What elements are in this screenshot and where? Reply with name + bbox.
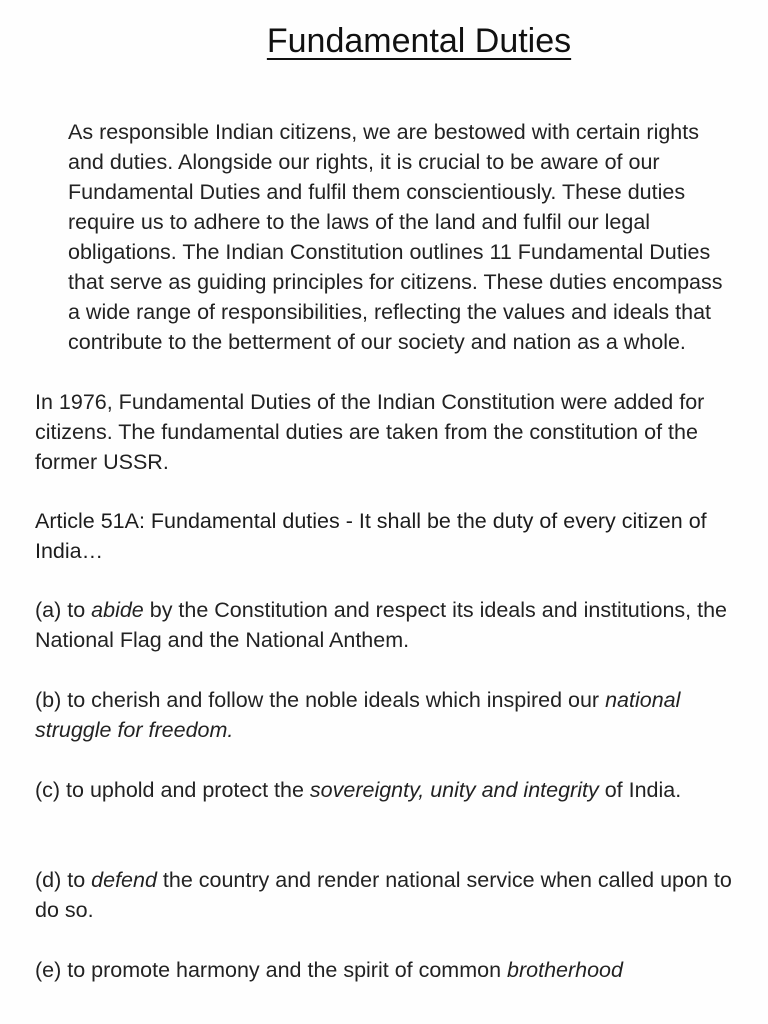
duty-a-post: by the Constitution and respect its ideals and institutions, the National Flag and the National Anthem.	[35, 598, 727, 652]
duty-e	[35, 955, 745, 985]
duty-d-emphasis: defend	[91, 868, 157, 892]
duty-c-post: of India.	[598, 778, 682, 802]
history-paragraph: In 1976, Fundamental Duties of the Indian Constitution were added for citizens. The fundamental duties are taken from the constitution of the former USSR.	[35, 390, 705, 474]
duty-c	[35, 775, 745, 805]
page-title: Fundamental Duties	[266, 22, 572, 60]
duty-d-post: the country and render national service when called upon to do so.	[35, 868, 732, 922]
duty-c-pre: (c) to uphold and protect the	[35, 778, 310, 802]
duty-b-emphasis: national struggle for freedom.	[35, 688, 681, 742]
duty-a-emphasis: abide	[91, 598, 144, 622]
duty-e-emphasis: brotherhood	[507, 958, 623, 982]
article-heading: Article 51A: Fundamental duties - It shall be the duty of every citizen of India…	[35, 509, 707, 563]
duty-e-pre: (e) to promote harmony and the spirit of common	[35, 958, 508, 982]
duty-b	[35, 685, 745, 745]
duty-a	[35, 595, 745, 655]
duty-a-pre: (a) to	[35, 598, 92, 622]
duty-b-pre: (b) to cherish and follow the noble ideals which inspired our	[35, 688, 606, 712]
duty-c-emphasis: sovereignty, unity and integrity	[309, 778, 599, 802]
duty-d	[35, 865, 745, 925]
duty-d-pre: (d) to	[35, 868, 92, 892]
intro-paragraph: As responsible Indian citizens, we are bestowed with certain rights and duties. Alongside our rights, it is crucial to be aware of our Fundamental Duties and fulfil them conscientiously. These duties require us to adhere to the laws of the land and fulfil our legal obligations. The Indian Constitution outlines 11 Fundamental Duties that serve as guiding principles for citizens. These duties encompass a wide range of responsibilities, reflecting the values and ideals that contribute to the betterment of our society and nation as a whole.	[68, 120, 723, 354]
